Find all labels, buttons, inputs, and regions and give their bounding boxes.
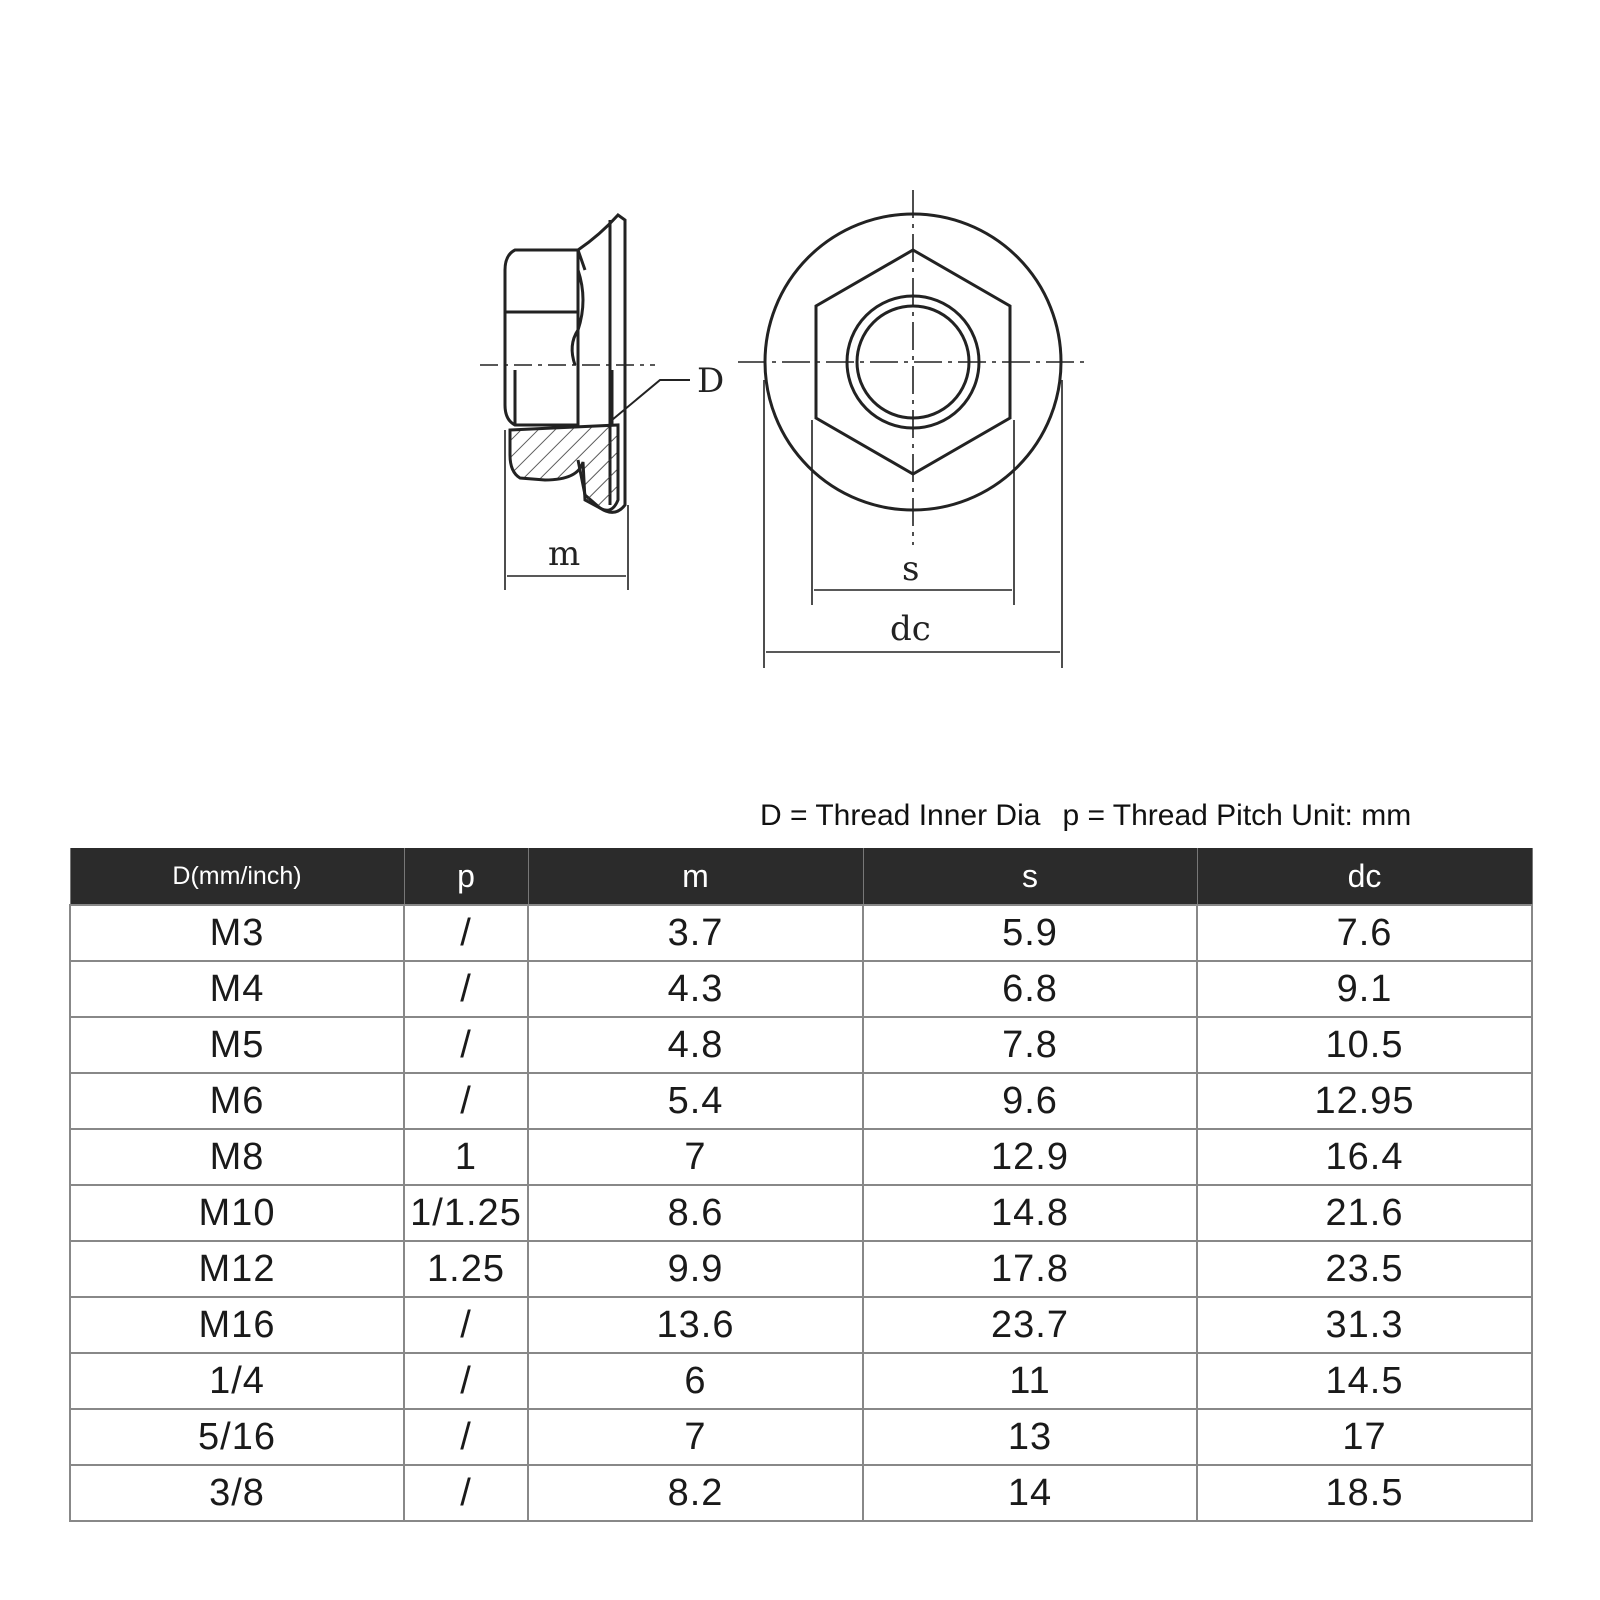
cell-d: M6 xyxy=(70,1073,404,1129)
table-row xyxy=(70,1017,1532,1073)
cell-dc: 17 xyxy=(1197,1409,1532,1465)
cell-p: / xyxy=(404,1073,528,1129)
header-d: D(mm/inch) xyxy=(70,848,404,905)
cell-s: 6.8 xyxy=(863,961,1197,1017)
cell-dc: 18.5 xyxy=(1197,1465,1532,1521)
cell-s: 14 xyxy=(863,1465,1197,1521)
legend-p-definition: p = Thread Pitch Unit: mm xyxy=(1062,799,1412,832)
table-row xyxy=(70,1297,1532,1353)
front-view xyxy=(738,190,1085,668)
cell-d: M8 xyxy=(70,1129,404,1185)
cell-dc: 31.3 xyxy=(1197,1297,1532,1353)
cell-dc: 21.6 xyxy=(1197,1185,1532,1241)
cell-m: 3.7 xyxy=(528,905,863,961)
cell-s: 23.7 xyxy=(863,1297,1197,1353)
cell-m: 8.6 xyxy=(528,1185,863,1241)
header-p: p xyxy=(404,848,528,905)
label-d: D xyxy=(697,361,725,401)
cell-s: 11 xyxy=(863,1353,1197,1409)
cell-dc: 9.1 xyxy=(1197,961,1532,1017)
cell-d: M5 xyxy=(70,1017,404,1073)
dimension-table xyxy=(69,848,1533,1522)
cell-dc: 7.6 xyxy=(1197,905,1532,961)
cell-s: 9.6 xyxy=(863,1073,1197,1129)
table-header-row xyxy=(70,848,1532,905)
cell-dc: 23.5 xyxy=(1197,1241,1532,1297)
cell-p: / xyxy=(404,1465,528,1521)
cell-m: 13.6 xyxy=(528,1297,863,1353)
side-view xyxy=(480,215,690,590)
cell-p: / xyxy=(404,1353,528,1409)
cell-p: 1.25 xyxy=(404,1241,528,1297)
cell-p: / xyxy=(404,961,528,1017)
cell-d: M12 xyxy=(70,1241,404,1297)
legend xyxy=(760,796,1520,836)
cell-d: M10 xyxy=(70,1185,404,1241)
header-dc: dc xyxy=(1197,848,1532,905)
cell-s: 14.8 xyxy=(863,1185,1197,1241)
table-row xyxy=(70,1073,1532,1129)
cell-dc: 14.5 xyxy=(1197,1353,1532,1409)
cell-p: / xyxy=(404,905,528,961)
table-row xyxy=(70,961,1532,1017)
cell-m: 4.8 xyxy=(528,1017,863,1073)
cell-p: / xyxy=(404,1409,528,1465)
cell-m: 4.3 xyxy=(528,961,863,1017)
cell-dc: 12.95 xyxy=(1197,1073,1532,1129)
cell-s: 7.8 xyxy=(863,1017,1197,1073)
cell-dc: 16.4 xyxy=(1197,1129,1532,1185)
table-row xyxy=(70,905,1532,961)
cell-p: 1/1.25 xyxy=(404,1185,528,1241)
header-s: s xyxy=(863,848,1197,905)
legend-d-definition: D = Thread Inner Dia xyxy=(760,799,1041,832)
cell-d: 5/16 xyxy=(70,1409,404,1465)
table-row xyxy=(70,1465,1532,1521)
cell-p: / xyxy=(404,1017,528,1073)
cell-m: 8.2 xyxy=(528,1465,863,1521)
label-s: s xyxy=(902,549,920,589)
cell-p: / xyxy=(404,1297,528,1353)
cell-m: 6 xyxy=(528,1353,863,1409)
cell-s: 13 xyxy=(863,1409,1197,1465)
cell-m: 7 xyxy=(528,1129,863,1185)
cell-d: M3 xyxy=(70,905,404,961)
label-dc: dc xyxy=(890,609,931,649)
label-m: m xyxy=(548,534,581,574)
cell-d: M16 xyxy=(70,1297,404,1353)
table-row xyxy=(70,1241,1532,1297)
cell-m: 7 xyxy=(528,1409,863,1465)
cell-s: 17.8 xyxy=(863,1241,1197,1297)
cell-m: 5.4 xyxy=(528,1073,863,1129)
cell-p: 1 xyxy=(404,1129,528,1185)
cell-d: 1/4 xyxy=(70,1353,404,1409)
cell-dc: 10.5 xyxy=(1197,1017,1532,1073)
table-row xyxy=(70,1185,1532,1241)
cell-s: 12.9 xyxy=(863,1129,1197,1185)
table-row xyxy=(70,1129,1532,1185)
cell-s: 5.9 xyxy=(863,905,1197,961)
flange-nut-technical-drawing xyxy=(0,0,1600,720)
cell-d: 3/8 xyxy=(70,1465,404,1521)
table-row xyxy=(70,1353,1532,1409)
table-row xyxy=(70,1409,1532,1465)
cell-m: 9.9 xyxy=(528,1241,863,1297)
table-body xyxy=(70,905,1532,1521)
cell-d: M4 xyxy=(70,961,404,1017)
header-m: m xyxy=(528,848,863,905)
